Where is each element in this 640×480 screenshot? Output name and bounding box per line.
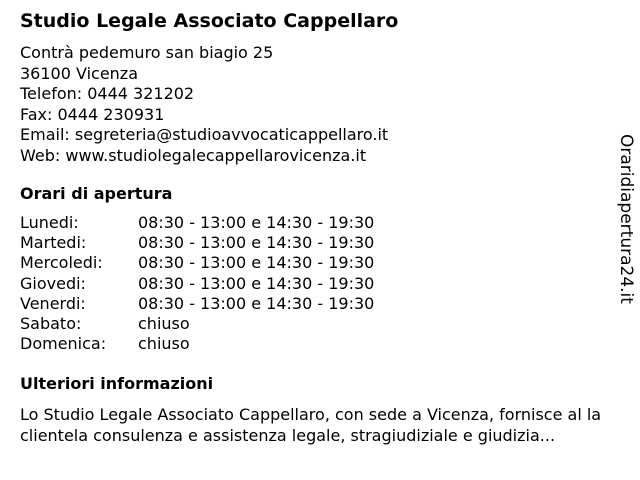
address-city: 36100 Vicenza [20, 63, 139, 83]
hours-day: Domenica: [20, 334, 107, 354]
hours-row-friday [20, 294, 374, 314]
hours-day: Mercoledi: [20, 253, 103, 273]
address-street: Contrà pedemuro san biagio 25 [20, 43, 274, 62]
further-info-heading: Ulteriori informazioni [20, 374, 214, 393]
hours-time: 08:30 - 13:00 e 14:30 - 19:30 [138, 273, 375, 293]
contact-block [20, 43, 388, 166]
hours-row-tuesday [20, 233, 374, 253]
hours-time: 08:30 - 13:00 e 14:30 - 19:30 [138, 213, 375, 232]
source-watermark: Oraridiapertura24.it [616, 134, 636, 304]
hours-day: Martedi: [20, 233, 87, 253]
hours-day: Venerdi: [20, 293, 86, 313]
email-address: Email: segreteria@studioavvocaticappellaro.it [20, 125, 389, 144]
hours-day: Sabato: [20, 314, 82, 334]
website-address: Web: www.studiolegalecappellarovicenza.it [20, 145, 367, 165]
opening-hours-table [20, 213, 374, 354]
hours-day: Giovedi: [20, 273, 86, 293]
hours-time: 08:30 - 13:00 e 14:30 - 19:30 [138, 253, 375, 273]
hours-time: 08:30 - 13:00 e 14:30 - 19:30 [138, 293, 375, 313]
hours-day: Lunedi: [20, 213, 79, 232]
hours-row-thursday [20, 274, 374, 294]
business-description: Lo Studio Legale Associato Cappellaro, con sede a Vicenza, fornisce al la clientela consulenza e assistenza legale, stragiudiziale e giudizia... [20, 405, 602, 445]
hours-time: chiuso [138, 334, 190, 354]
phone-number: Telefon: 0444 321202 [20, 84, 195, 103]
hours-time: 08:30 - 13:00 e 14:30 - 19:30 [138, 233, 375, 253]
business-title: Studio Legale Associato Cappellaro [20, 10, 399, 32]
hours-row-sunday [20, 334, 374, 354]
opening-hours-heading: Orari di apertura [20, 184, 173, 203]
fax-number: Fax: 0444 230931 [20, 104, 165, 124]
hours-row-wednesday [20, 253, 374, 273]
hours-time: chiuso [138, 314, 190, 334]
hours-row-monday [20, 213, 374, 233]
hours-row-saturday [20, 314, 374, 334]
